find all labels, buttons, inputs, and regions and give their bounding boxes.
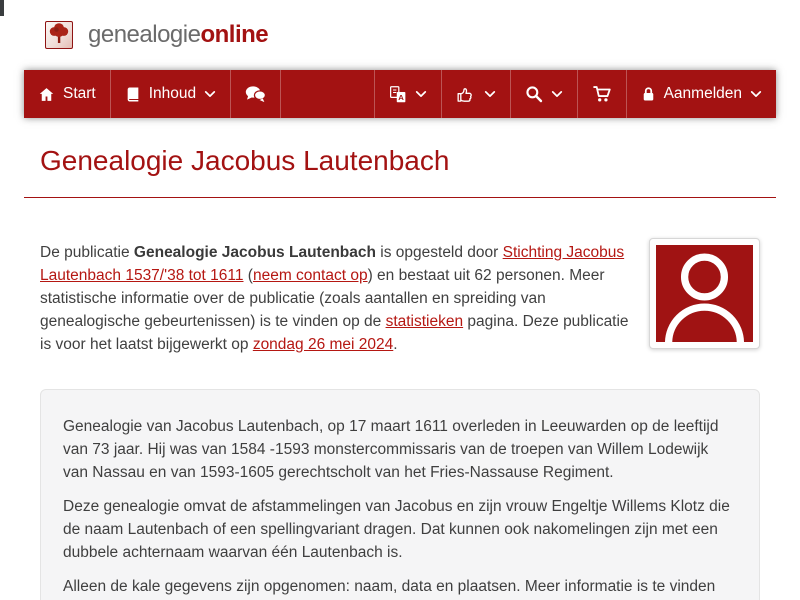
site-logo[interactable] [45, 21, 73, 49]
cart-icon [592, 85, 612, 103]
lock-icon [641, 86, 656, 102]
comments-icon [245, 85, 266, 103]
intro-text: De publicatie [40, 244, 134, 261]
chevron-down-icon [750, 89, 762, 99]
book-icon [125, 86, 141, 103]
search-icon [525, 85, 543, 103]
person-icon [656, 245, 753, 342]
nav-item-cart[interactable] [577, 70, 626, 118]
intro-text: . [393, 336, 398, 353]
brand-wordmark[interactable] [88, 21, 268, 49]
statistics-link[interactable]: statistieken [385, 313, 464, 330]
nav-left-group [24, 70, 281, 118]
publication-name: Genealogie Jacobus Lautenbach [133, 244, 376, 261]
nav-aanmelden-label: Aanmelden [663, 85, 742, 102]
description-paragraph-3: Alleen de kale gegevens zijn opgenomen: naam, data en plaatsen. Meer informatie is te vinden [63, 578, 716, 595]
intro-text: ) en bestaat uit 62 personen. Meer statistische informatie over de publicatie (zoals aantallen en spreiding van genealogische gebeurtenissen) is te vinden op de [40, 267, 605, 330]
intro-text: ( [243, 267, 253, 284]
brand-genealogie: genealogie [88, 21, 201, 48]
title-divider [24, 197, 776, 198]
language-icon [389, 85, 407, 104]
nav-start-label: Start [63, 85, 96, 102]
publisher-link[interactable]: Stichting Jacobus Lautenbach 1537/'38 tot 1611 [40, 244, 625, 284]
nav-item-aanmelden[interactable] [626, 70, 776, 118]
chevron-down-icon [551, 89, 563, 99]
chevron-down-icon [415, 89, 427, 99]
brand-online: online [200, 21, 269, 48]
nav-item-recommend[interactable] [441, 70, 510, 118]
publication-intro [40, 241, 760, 356]
nav-right-group [374, 70, 776, 118]
contact-link[interactable]: neem contact op [252, 267, 368, 284]
nav-inhoud-label: Inhoud [148, 85, 197, 102]
description-box [40, 389, 760, 600]
main-navbar [24, 70, 776, 118]
home-icon [38, 86, 55, 103]
chevron-down-icon [204, 89, 216, 99]
hand-like-icon [456, 85, 476, 104]
nav-item-forum[interactable] [231, 70, 281, 118]
description-paragraph-1: Genealogie van Jacobus Lautenbach, op 17 maart 1611 overleden in Leeuwarden op de leeftijd van 73 jaar. Hij was van 1584 -1593 monstercommissaris van de troepen van Willem Lodewijk van Nassau en van 1593-1605 gerechtscholt van het Fries-Nassause Regiment. [63, 418, 719, 481]
page-title: Genealogie Jacobus Lautenbach [40, 145, 450, 176]
chevron-down-icon [484, 89, 496, 99]
screenshot-artifact [0, 0, 4, 16]
nav-item-language[interactable] [374, 70, 441, 118]
tree-icon [47, 21, 71, 50]
main-content [24, 145, 776, 600]
description-paragraph-2: Deze genealogie omvat de afstammelingen van Jacobus en zijn vrouw Engeltje Willems Klotz die de naam Lautenbach of een spellingvariant dragen. Dat kunnen ook nakomelingen zijn met een dubbele achternaam waarvan één Lautenbach is. [63, 498, 730, 561]
intro-text: pagina. Deze publicatie is voor het laatst bijgewerkt op [40, 313, 629, 353]
intro-text: is opgesteld door [375, 244, 503, 261]
last-updated-link[interactable]: zondag 26 mei 2024 [252, 336, 394, 353]
svg-text:A: A [397, 92, 404, 102]
nav-item-start[interactable] [24, 70, 111, 118]
nav-item-search[interactable] [510, 70, 577, 118]
site-header [24, 0, 776, 70]
nav-item-inhoud[interactable] [111, 70, 231, 118]
publication-avatar[interactable] [649, 238, 760, 349]
